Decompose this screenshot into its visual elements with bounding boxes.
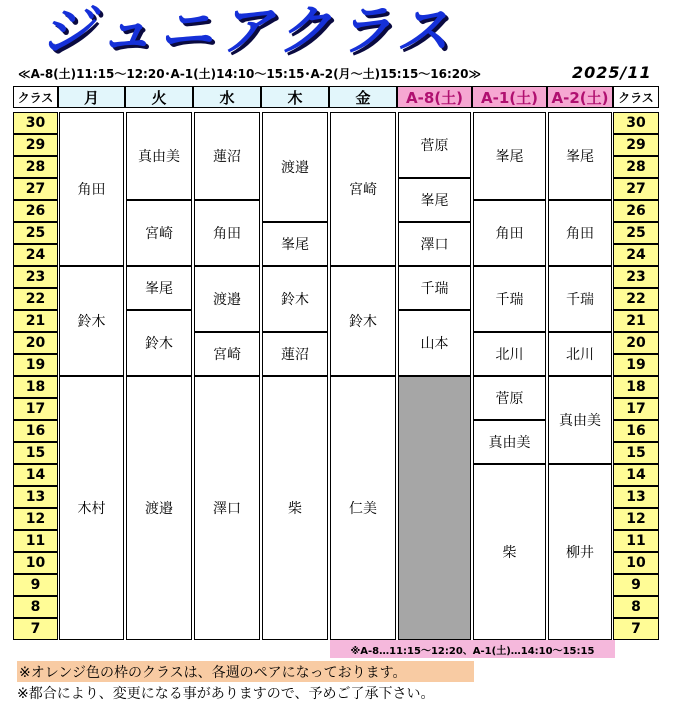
schedule-grid [13, 86, 659, 639]
class-number-right: 25 [613, 222, 659, 244]
header-day: 火 [125, 86, 193, 108]
teacher-cell: 菅原 [473, 376, 546, 420]
teacher-cell: 角田 [194, 200, 260, 266]
teacher-cell: 北川 [548, 332, 612, 376]
teacher-cell: 菅原 [398, 112, 471, 178]
time-info: ≪A-8(土)11:15〜12:20･A-1(土)14:10〜15:15･A-2(月〜土)15:15〜16:20≫ [18, 67, 482, 81]
class-number-right: 17 [613, 398, 659, 420]
time-note: ※A-8…11:15〜12:20、A-1(土)…14:10〜15:15 [330, 640, 615, 658]
class-number-left: 24 [13, 244, 58, 266]
class-number-right: 24 [613, 244, 659, 266]
class-number-right: 9 [613, 574, 659, 596]
class-number-left: 14 [13, 464, 58, 486]
class-number-left: 30 [13, 112, 58, 134]
header-day: 水 [193, 86, 261, 108]
class-number-right: 27 [613, 178, 659, 200]
class-number-right: 23 [613, 266, 659, 288]
teacher-cell: 鈴木 [262, 266, 328, 332]
teacher-cell: 宮崎 [194, 332, 260, 376]
teacher-cell: 千瑞 [473, 266, 546, 332]
teacher-cell: 渡邉 [262, 112, 328, 222]
header-day: 木 [261, 86, 329, 108]
teacher-cell: 真由美 [126, 112, 192, 200]
class-number-left: 29 [13, 134, 58, 156]
orange-note: ※オレンジ色の枠のクラスは、各週のペアになっております。 [17, 661, 474, 682]
class-number-left: 9 [13, 574, 58, 596]
teacher-cell: 宮崎 [330, 112, 396, 266]
class-number-right: 16 [613, 420, 659, 442]
class-number-left: 10 [13, 552, 58, 574]
header-day: A-8(土) [397, 86, 472, 108]
class-number-left: 21 [13, 310, 58, 332]
teacher-cell: 仁美 [330, 376, 396, 640]
class-number-left: 27 [13, 178, 58, 200]
class-number-left: 16 [13, 420, 58, 442]
teacher-cell: 山本 [398, 310, 471, 376]
schedule-date: 2025/11 [572, 63, 652, 82]
class-number-right: 13 [613, 486, 659, 508]
header-day: 金 [329, 86, 397, 108]
teacher-cell: 澤口 [398, 222, 471, 266]
class-number-left: 26 [13, 200, 58, 222]
teacher-cell: 柳井 [548, 464, 612, 640]
teacher-cell: 峯尾 [262, 222, 328, 266]
class-number-right: 21 [613, 310, 659, 332]
header-class-right: クラス [613, 86, 659, 108]
teacher-cell: 鈴木 [59, 266, 124, 376]
class-number-left: 7 [13, 618, 58, 640]
teacher-cell: 角田 [548, 200, 612, 266]
class-number-right: 28 [613, 156, 659, 178]
teacher-cell: 渡邉 [126, 376, 192, 640]
header-day: 月 [58, 86, 125, 108]
class-number-left: 15 [13, 442, 58, 464]
no-class-block [398, 376, 471, 640]
class-number-right: 18 [613, 376, 659, 398]
teacher-cell: 峯尾 [398, 178, 471, 222]
teacher-cell: 渡邉 [194, 266, 260, 332]
class-number-left: 20 [13, 332, 58, 354]
teacher-cell: 角田 [473, 200, 546, 266]
teacher-cell: 柴 [473, 464, 546, 640]
class-number-right: 14 [613, 464, 659, 486]
teacher-cell: 蓮沼 [262, 332, 328, 376]
class-number-left: 28 [13, 156, 58, 178]
teacher-cell: 峯尾 [126, 266, 192, 310]
class-number-right: 29 [613, 134, 659, 156]
teacher-cell: 角田 [59, 112, 124, 266]
class-number-left: 17 [13, 398, 58, 420]
teacher-cell: 千瑞 [548, 266, 612, 332]
class-number-right: 8 [613, 596, 659, 618]
class-number-left: 19 [13, 354, 58, 376]
teacher-cell: 峯尾 [548, 112, 612, 200]
class-number-right: 7 [613, 618, 659, 640]
teacher-cell: 鈴木 [126, 310, 192, 376]
header-day: A-2(土) [547, 86, 613, 108]
class-number-right: 10 [613, 552, 659, 574]
class-number-right: 11 [613, 530, 659, 552]
class-number-right: 12 [613, 508, 659, 530]
change-note: ※都合により、変更になる事がありますので、予めご了承下さい。 [17, 686, 435, 702]
teacher-cell: 蓮沼 [194, 112, 260, 200]
header-class-left: クラス [13, 86, 58, 108]
teacher-cell: 真由美 [548, 376, 612, 464]
class-number-left: 23 [13, 266, 58, 288]
page-title: ジュニアクラス [40, 0, 456, 62]
class-number-left: 12 [13, 508, 58, 530]
class-number-right: 22 [613, 288, 659, 310]
class-number-right: 20 [613, 332, 659, 354]
teacher-cell: 木村 [59, 376, 124, 640]
teacher-cell: 鈴木 [330, 266, 396, 376]
class-number-right: 15 [613, 442, 659, 464]
class-number-left: 22 [13, 288, 58, 310]
teacher-cell: 澤口 [194, 376, 260, 640]
teacher-cell: 宮崎 [126, 200, 192, 266]
class-number-right: 30 [613, 112, 659, 134]
class-number-left: 11 [13, 530, 58, 552]
class-number-left: 13 [13, 486, 58, 508]
teacher-cell: 千瑞 [398, 266, 471, 310]
class-number-right: 19 [613, 354, 659, 376]
teacher-cell: 北川 [473, 332, 546, 376]
class-number-left: 18 [13, 376, 58, 398]
class-number-left: 25 [13, 222, 58, 244]
class-number-left: 8 [13, 596, 58, 618]
class-number-right: 26 [613, 200, 659, 222]
header-day: A-1(土) [472, 86, 547, 108]
teacher-cell: 真由美 [473, 420, 546, 464]
teacher-cell: 柴 [262, 376, 328, 640]
teacher-cell: 峯尾 [473, 112, 546, 200]
